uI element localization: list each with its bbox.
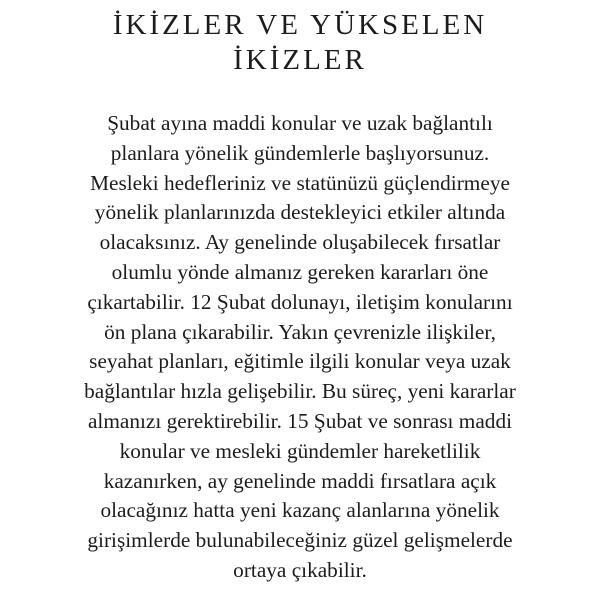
page-title: [0, 8, 600, 78]
body-line: çıkartabilir. 12 Şubat dolunayı, iletişim konularını: [87, 289, 513, 314]
title-line: İKİZLER: [233, 44, 367, 76]
body-line: bağlantılar hızla gelişebilir. Bu süreç, yeni kararlar: [84, 379, 516, 404]
body-line: ön plana çıkarabilir. Yakın çevrenizle ilişkiler,: [104, 319, 496, 344]
body-line: konular ve mesleki gündemler hareketlilik: [119, 438, 481, 463]
body-line: kazanırken, ay genelinde maddi fırsatlara açık: [103, 468, 497, 493]
body-line: Şubat ayına maddi konular ve uzak bağlantılı: [107, 111, 493, 135]
body-line: Mesleki hedefleriniz ve statünüzü güçlendirmeye: [90, 170, 510, 195]
title-line: İKİZLER VE YÜKSELEN: [112, 9, 488, 41]
body-line: seyahat planları, eğitimle ilgili konular veya uzak: [89, 349, 511, 374]
body-line: ortaya çıkabilir.: [233, 557, 367, 582]
body-line: olumlu yönde almanız gereken kararları öne: [111, 259, 489, 284]
body-line: girişimlerde bulunabileceğiniz güzel gelişmelerde: [87, 528, 513, 553]
body-line: olacaksınız. Ay genelinde oluşabilecek fırsatlar: [99, 230, 501, 255]
body-line: planlara yönelik gündemlerle başlıyorsunuz.: [110, 140, 490, 165]
body-paragraph: [0, 109, 600, 586]
body-line: olacağınız hatta yeni kazanç alanlarına yönelik: [100, 498, 500, 523]
body-line: yönelik planlarınızda destekleyici etkiler altında: [94, 200, 506, 225]
body-line: almanızı gerektirebilir. 15 Şubat ve sonrası maddi: [87, 408, 513, 433]
